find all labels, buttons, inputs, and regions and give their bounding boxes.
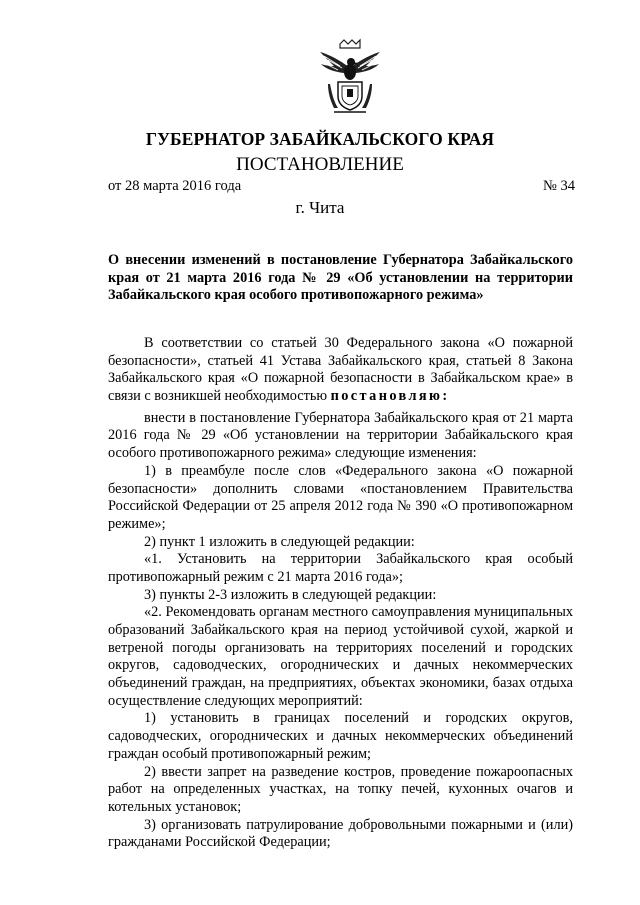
text-line: образований Забайкальского края на период устойчивой сухой, жаркой и (108, 622, 573, 638)
text-line: округов, садоводческих, огороднических и дачных некоммерческих (108, 657, 573, 674)
text-line: безопасности» дополнить словами «постановлением Правительства (108, 480, 573, 497)
title-line: О внесении изменений в постановление Губернатора Забайкальского (108, 252, 573, 268)
text-line: граждан особый противопожарный режим; (108, 745, 371, 762)
document-type: ПОСТАНОВЛЕНИЕ (236, 154, 404, 175)
text-line: осуществление следующих мероприятий: (108, 692, 363, 709)
document-city: г. Чита (295, 198, 345, 217)
text-line: 3) организовать патрулирование добровольными пожарными и (или) (144, 816, 573, 833)
text-line: садоводческих, огороднических и дачных некоммерческих объединений (108, 728, 573, 745)
title-line: края от 21 марта 2016 года № 29 «Об установлении на территории (108, 269, 573, 286)
text-line: котельных установок; (108, 798, 242, 815)
text-line: режиме»; (108, 515, 166, 532)
text-line (108, 388, 573, 406)
issuing-authority: ГУБЕРНАТОР ЗАБАЙКАЛЬСКОГО КРАЯ (145, 129, 495, 149)
resolve-word: постановляю: (330, 388, 450, 405)
text-line: В соответствии со статьей 30 Федерального закона «О пожарной (144, 335, 573, 351)
document-title (108, 252, 573, 305)
text-line: 2016 года № 29 «Об установлении на территории Забайкальского края (108, 427, 573, 444)
text-line: внести в постановление Губернатора Забайкальского края от 21 марта (144, 409, 573, 426)
text-line: 2) ввести запрет на разведение костров, проведение пожароопасных (144, 763, 573, 780)
text-line: 3) пункты 2-3 изложить в следующей редакции: (144, 586, 437, 603)
document-date: от 28 марта 2016 года (108, 178, 242, 194)
text-line: «2. Рекомендовать органам местного самоуправления муниципальных (144, 604, 573, 621)
text-line: противопожарный режим с 21 марта 2016 года»; (108, 568, 403, 585)
text-line: «1. Установить на территории Забайкальского края особый (144, 551, 573, 568)
text-line: 1) в преамбуле после слов «Федерального закона «О пожарной (144, 462, 573, 479)
text-line: особого противопожарного режима» следующие изменения: (108, 445, 477, 462)
text-line: Забайкальского края «О пожарной безопасности в Забайкальском крае» в (108, 370, 573, 387)
coat-of-arms-icon (318, 38, 382, 114)
text-line: объединений граждан, на предприятиях, объектах экономики, базах отдыха (108, 675, 573, 692)
text-line: 2) пункт 1 изложить в следующей редакции: (144, 533, 415, 550)
text-line: безопасности», статьей 41 Устава Забайкальского края, статьей 8 Закона (108, 352, 573, 369)
title-line: Забайкальского края особого противопожарного режима» (108, 287, 484, 304)
document-body (108, 335, 573, 852)
document-number: № 34 (543, 178, 575, 194)
text-line: гражданами Российской Федерации; (108, 834, 331, 851)
text-line: ветреной погоды организовать на территориях поселений и городских (108, 639, 573, 656)
text-line: Российской Федерации от 25 апреля 2012 года № 390 «О противопожарном (108, 498, 573, 515)
text-line: 1) установить в границах поселений и городских округов, (144, 710, 573, 727)
text-line: работ на определенных участках, на топку печей, кухонных очагов и (108, 781, 573, 798)
text-fragment: связи с возникшей необходимостью (108, 388, 328, 405)
